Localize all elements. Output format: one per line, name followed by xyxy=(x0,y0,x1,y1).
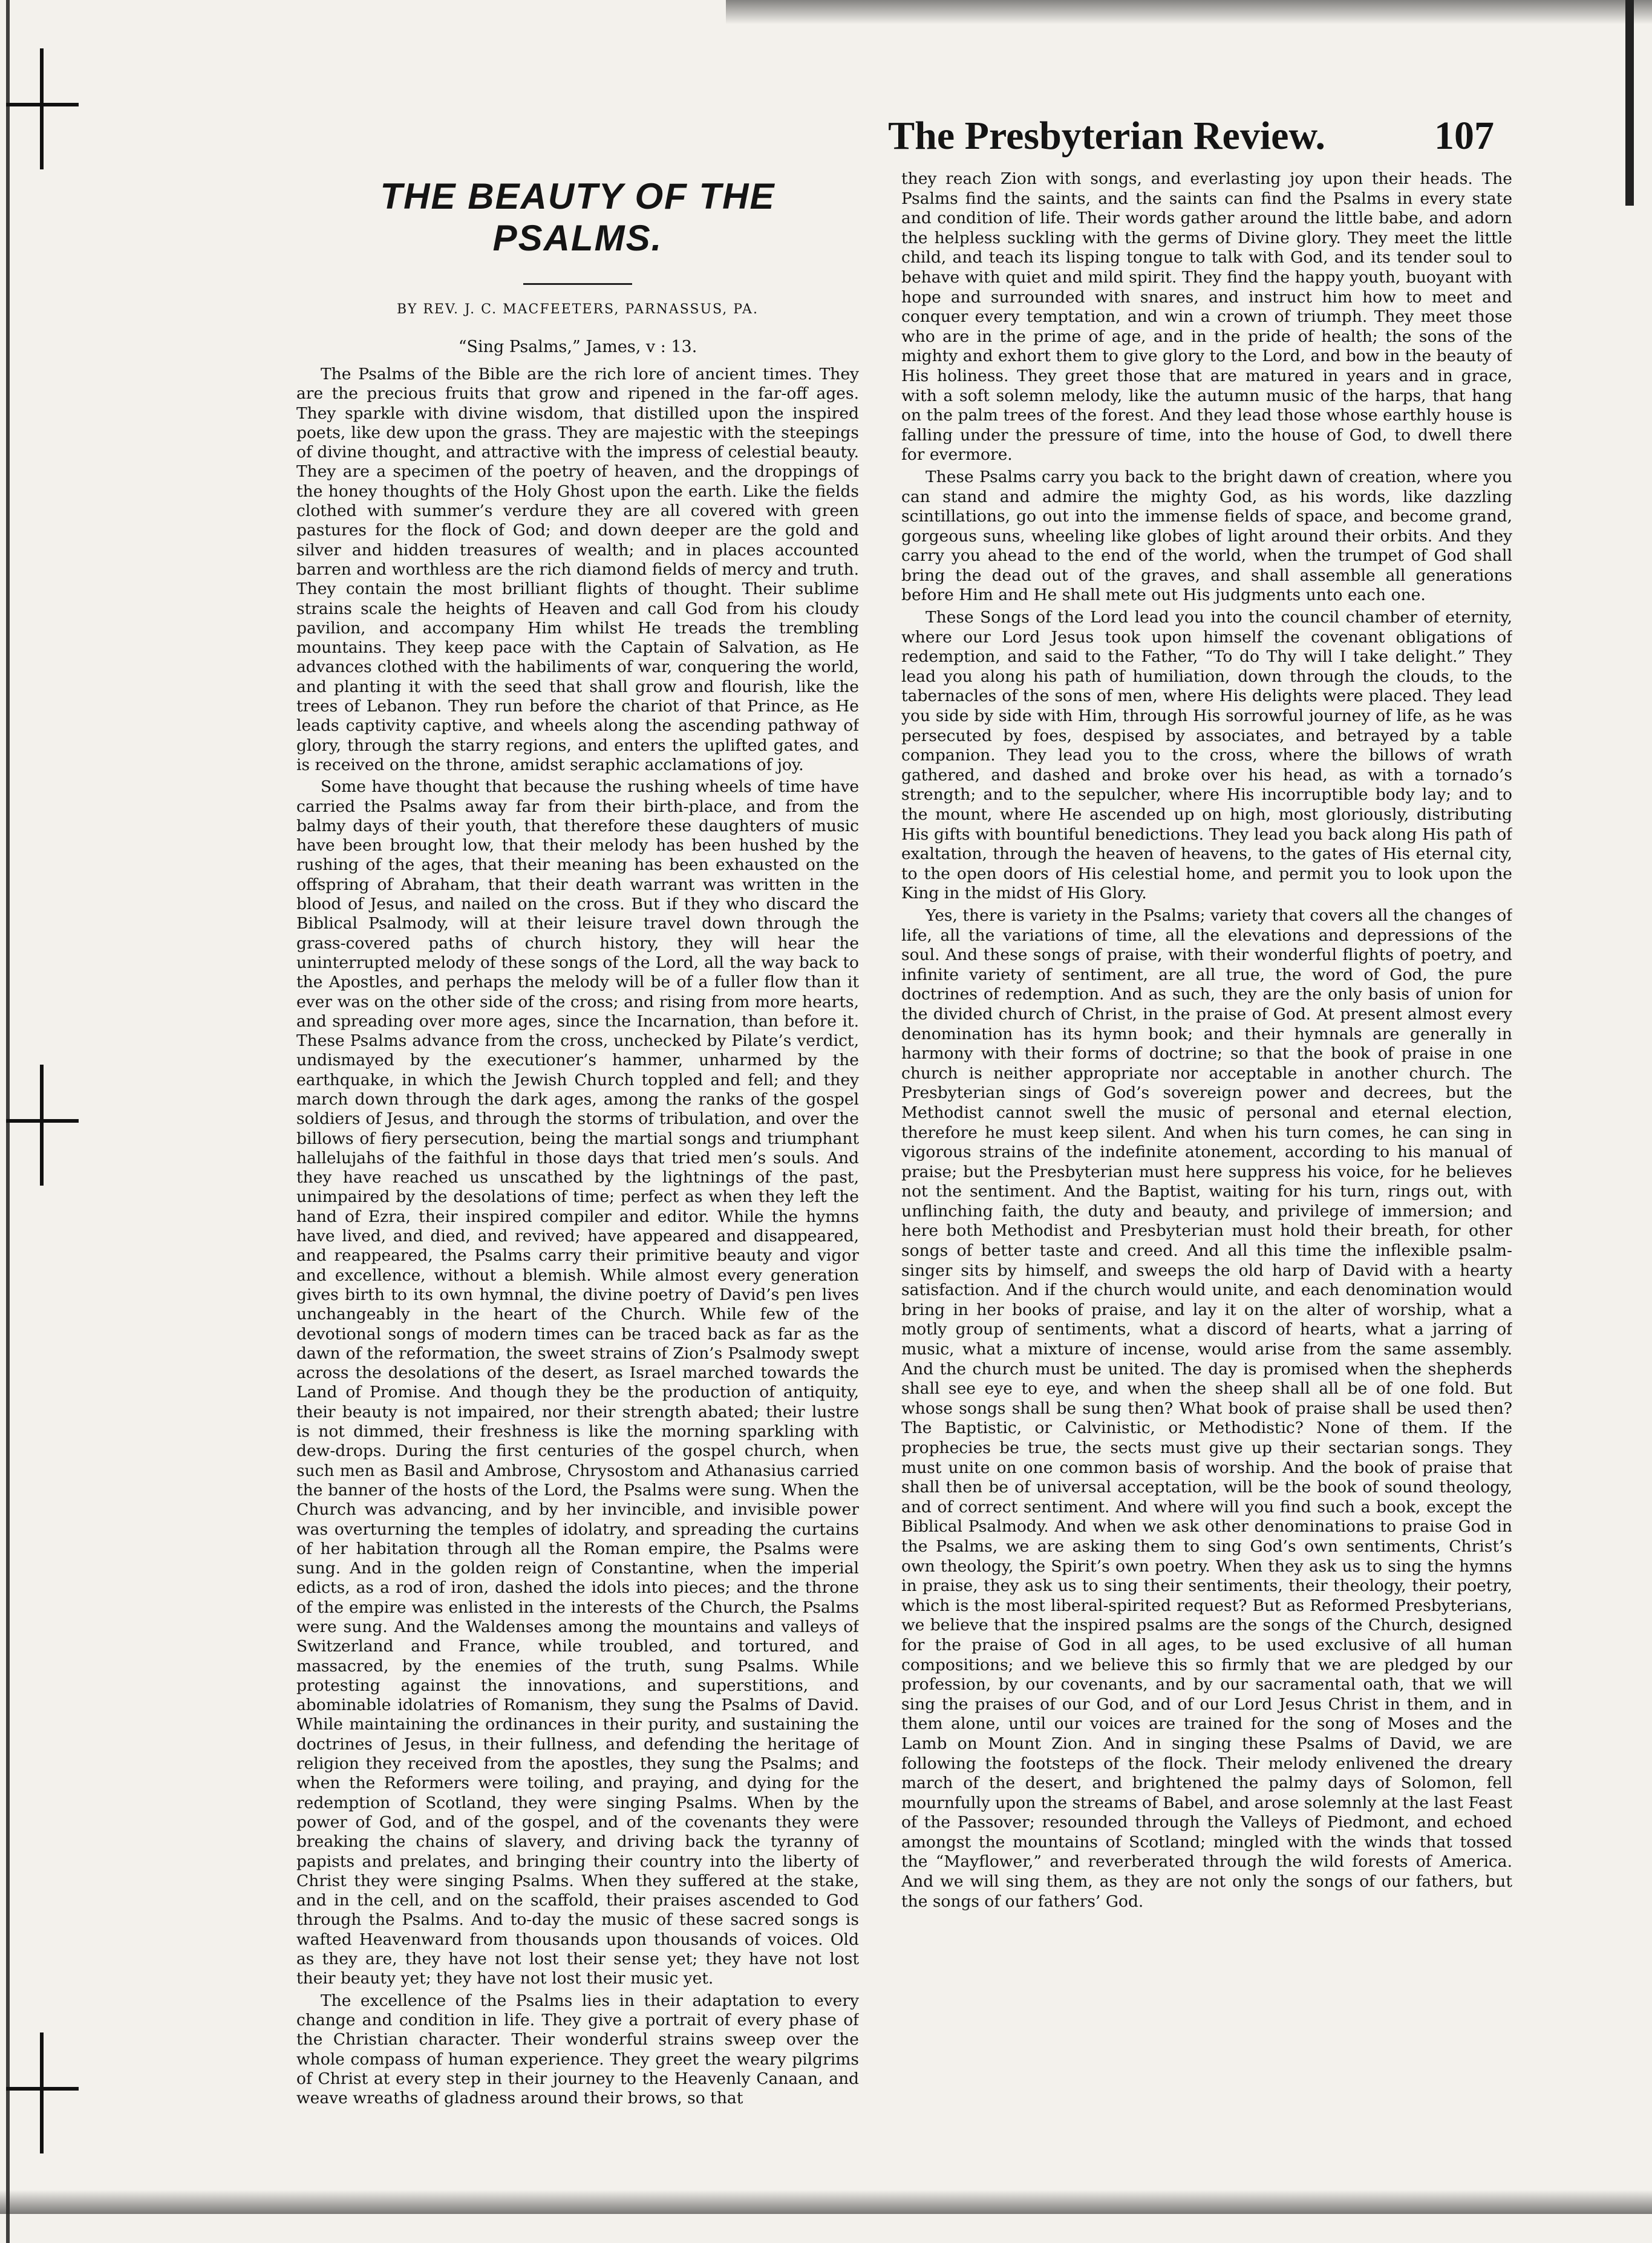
epigraph: “Sing Psalms,” James, v : 13. xyxy=(458,338,697,356)
journal-title: The Presbyterian Review. xyxy=(888,114,1325,158)
article-title: THE BEAUTY OF THE PSALMS. xyxy=(380,176,775,258)
right-column xyxy=(901,169,1512,2184)
left-column xyxy=(296,169,859,2184)
paragraph: Some have thought that because the rushing wheels of time have carried the Psalms away far from their birth-place, and from the balmy days of their youth, that therefore these daughters of music have been brought low, that their melody has been hushed by the rushing of the ages, that their meaning has been exhausted on the offspring of Abraham, that their death warrant was written in the blood of Jesus, and nailed on the cross. But if they who discard the Biblical Psalmody, will at their leisure travel down through the grass-covered paths of church history, they will hear the uninterrupted melody of these songs of the Lord, all the way back to the Apostles, and perhaps the melody will be of a fuller flow than it ever was on the other side of the cross; and rising from more hearts, and spreading over more ages, since the Incarnation, than before it. These Psalms advance from the cross, unchecked by Pilate’s verdict, undismayed by the executioner’s hammer, unharmed by the earthquake, in which the Jewish Church toppled and fell; and they march down through the dark ages, among the ranks of the gospel soldiers of Jesus, and through the storms of tribulation, and over the billows of fiery persecution, being the martial songs and triumphant hallelujahs of the faithful in those days that tried men’s souls. And they have reached us unscathed by the lightnings of the past, unimpaired by the desolations of time; perfect as when they left the hand of Ezra, their inspired compiler and editor. While the hymns have lived, and died, and revived; have appeared and disappeared, and reappeared, the Psalms carry their primitive beauty and vigor and excellence, without a blemish. While almost every generation gives birth to its own hymnal, the divine poetry of David’s pen lives unchangeably in the heart of the Church. While few of the devotional songs of modern times can be traced back as far as the dawn of the reformation, the sweet strains of Zion’s Psalmody swept across the desolations of the desert, as Israel marched towards the Land of Promise. And though they be the production of antiquity, their beauty is not impaired, nor their strength abated; their lustre is not dimmed, their freshness is like the morning sparkling with dew-drops. During the first centuries of the gospel church, when such men as Basil and Ambrose, Chrysostom and Athanasius carried the banner of the hosts of the Lord, the Psalms were sung. When the Church was advancing, and by her invincible, and invisible power was overturning the temples of idolatry, and spreading the curtains of her habitation through all the Roman empire, the Psalms were sung. And in the golden reign of Constantine, when the imperial edicts, as a rod of iron, dashed the idols into pieces; and the throne of the empire was enlisted in the interests of the Church, the Psalms were sung. And the Waldenses among the mountains and valleys of Switzerland and France, while troubled, and tortured, and massacred, by the enemies of the truth, sung Psalms. While protesting against the innovations, and superstitions, and abominable idolatries of Romanism, they sung the Psalms of David. While maintaining the ordinances in their purity, and sustaining the doctrines of Jesus, in their fullness, and defending the heritage of religion they received from the apostles, they sung the Psalms; and when the Reformers were toiling, and praying, and dying for the redemption of Scotland, they were singing Psalms. When by the power of God, and of the gospel, and of the covenants they were breaking the chains of slavery, and driving back the tyranny of papists and prelates, and bringing their country into the liberty of Christ they were singing Psalms. When they suffered at the stake, and in the cell, and on the scaffold, their praises ascended to God through the Psalms. And to-day the music of these sacred songs is wafted Heavenward from thousands upon thousands of voices. Old as they are, they have not lost their sense yet; they have not lost their beauty yet; they have not lost their music yet. xyxy=(296,777,859,1988)
binding-mark-middle xyxy=(6,1065,79,1186)
scan-shadow-top xyxy=(726,0,1652,24)
article-byline: BY REV. J. C. MACFEETERS, PARNASSUS, PA. xyxy=(397,302,759,317)
paragraph: The Psalms of the Bible are the rich lore of ancient times. They are the precious fruits that grow and ripened in the far-off ages. They sparkle with divine wisdom, that distilled upon the inspired poets, like dew upon the grass. They are majestic with the steepings of divine thought, and attractive with the impress of celestial beauty. They are a specimen of the poetry of heaven, and the droppings of the honey thoughts of the Holy Ghost upon the earth. Like the fields clothed with summer’s verdure they are all covered with green pastures for the flock of God; and down deeper are the gold and silver and hidden treasures of wealth; and in places accounted barren and worthless are the rich diamond fields of mercy and truth. They contain the most brilliant flights of thought. Their sublime strains scale the heights of Heaven and call God from his cloudy pavilion, and accompany Him whilst He treads the trembling mountains. They keep pace with the Captain of Salvation, as He advances clothed with the habiliments of war, conquering the world, and planting it with the seed that shall grow and flourish, like the trees of Lebanon. They run before the chariot of that Prince, as He leads captivity captive, and wheels along the ascending pathway of glory, through the starry regions, and enters the uplifted gates, and is received on the throne, amidst seraphic acclamations of joy. xyxy=(296,365,859,774)
scan-shadow-bottom xyxy=(0,2190,1652,2214)
binding-mark-top xyxy=(6,48,79,169)
paragraph: Yes, there is variety in the Psalms; variety that covers all the changes of life, all the variations of time, all the elevations and depressions of the soul. And these songs of praise, with their wonderful flights of poetry, and infinite variety of sentiment, are all true, the word of God, the pure doctrines of redemption. And as such, they are the only basis of union for the divided church of Christ, in the praise of God. At present almost every denomination has its hymn book; and their hymnals are generally in harmony with their forms of doctrine; so that the book of praise in one church is neither appropriate nor acceptable in another church. The Presbyterian sings of God’s sovereign power and decrees, but the Methodist cannot swell the music of personal and eternal election, therefore he must keep silent. And when his turn comes, he can sing in vigorous strains of the indefinite atonement, according to his manual of praise; but the Presbyterian must here suppress his voice, for he believes not the sentiment. And the Baptist, waiting for his turn, rings out, with unflinching faith, the duty and beauty, and privilege of immersion; and here both Methodist and Presbyterian must hold their breath, for other songs of better taste and creed. And all this time the inflexible psalm-singer sits by himself, and sweeps the old harp of David with a hearty satisfaction. And if the church would unite, and each denomination would bring in her books of praise, and lay it on the alter of worship, what a motly group of sentiments, what a discord of hearts, what a jarring of music, what a mixture of incense, would arise from the same assembly. And the church must be united. The day is promised when the shepherds shall see eye to eye, and when the sheep shall all be of one fold. But whose songs shall be sung then? What book of praise shall be used then? The Baptistic, or Calvinistic, or Methodistic? None of them. If the prophecies be true, the sects must give up their sectarian songs. They must unite on one common basis of worship. And the book of praise that shall then be of universal acceptation, will be the book of sound theology, and of correct sentiment. And where will you find such a book, except the Biblical Psalmody. And when we ask other denominations to praise God in the Psalms, we are asking them to sing God’s own sentiments, Christ’s own theology, the Spirit’s own poetry. When they ask us to sing the hymns in praise, they ask us to sing their sentiments, their theology, their poetry, which is the most liberal-spirited request? But as Reformed Presbyterians, we believe that the inspired psalms are the songs of the Church, designed for the praise of God in all ages, to be used exclusive of all human compositions; and we believe this so firmly that we are pledged by our profession, by our covenants, and by our sacramental oath, that we will sing the praises of our God, and of our Lord Jesus Christ in them, and in them alone, until our voices are trained for the song of Moses and the Lamb on Mount Zion. And in singing these Psalms of David, we are following the footsteps of the flock. Their melody enlivened the dreary march of the desert, and brightened the palmy days of Solomon, fell mournfully upon the streams of Babel, and arose solemnly at the last Feast of the Passover; resounded through the Valleys of Piedmont, and echoed amongst the mountains of Scotland; mingled with the winds that tossed the “Mayflower,” and reverberated through the wild forests of America. And we will sing them, as they are not only the songs of our fathers, but the songs of our fathers’ God. xyxy=(901,906,1512,1911)
scan-shadow-right xyxy=(1625,0,1634,206)
running-head xyxy=(91,109,1494,163)
binding-mark-bottom xyxy=(6,2032,79,2153)
title-rule xyxy=(523,283,632,285)
page-number: 107 xyxy=(1434,114,1494,158)
paragraph: These Psalms carry you back to the bright dawn of creation, where you can stand and admire the mighty God, as his words, like dazzling scintillations, go out into the immense fields of space, and become grand, gorgeous suns, wheeling like globes of light around their orbits. And they carry you ahead to the end of the world, when the trumpet of God shall bring the dead out of the graves, and shall assemble all generations before Him and He shall mete out His judgments unto each one. xyxy=(901,467,1512,605)
paragraph: they reach Zion with songs, and everlasting joy upon their heads. The Psalms find the saints, and the saints can find the Psalms in every state and condition of life. Their words gather around the little babe, and adorn the helpless suckling with the germs of Divine glory. They meet the little child, and teach its lisping tongue to talk with God, and its tender soul to behave with quiet and mild spirit. They find the happy youth, buoyant with hope and surrounded with snares, and instruct him how to meet and conquer every temptation, and win a crown of triumph. They meet those who are in the prime of age, and in the pride of health; the sons of the mighty and exhort them to give glory to the Lord, and bow in the beauty of His holiness. They greet those that are matured in years and in grace, with a soft solemn melody, like the autumn music of the harps, that hang on the palm trees of the forest. And they lead those whose earthly house is falling under the pressure of time, into the house of God, to dwell there for evermore. xyxy=(901,169,1512,465)
paragraph: These Songs of the Lord lead you into the council chamber of eternity, where our Lord Jesus took upon himself the covenant obligations of redemption, and said to the Father, “To do Thy will I take delight.” They lead you along his path of humiliation, down through the clouds, to the tabernacles of the sons of men, where His delights were placed. They lead you side by side with Him, through His sorrowful journey of life, as he was persecuted by foes, despised by associates, and betrayed by a table companion. They lead you to the cross, where the billows of wrath gathered, and dashed and broke over his head, as with a tornado’s strength; and to the sepulcher, where His incorruptible body lay; and to the mount, where He ascended up on high, most gloriously, distributing His gifts with bountiful benedictions. They lead you back along His path of exaltation, through the heaven of heavens, to the gates of His eternal city, to the open doors of His celestial home, and permit you to look upon the King in the midst of His Glory. xyxy=(901,608,1512,903)
paragraph: The excellence of the Psalms lies in their adaptation to every change and condition in life. They give a portrait of every phase of the Christian character. Their wonderful strains sweep over the whole compass of human experience. They greet the weary pilgrims of Christ at every step in their journey to the Heavenly Canaan, and weave wreaths of gladness around their brows, so that xyxy=(296,1991,859,2108)
